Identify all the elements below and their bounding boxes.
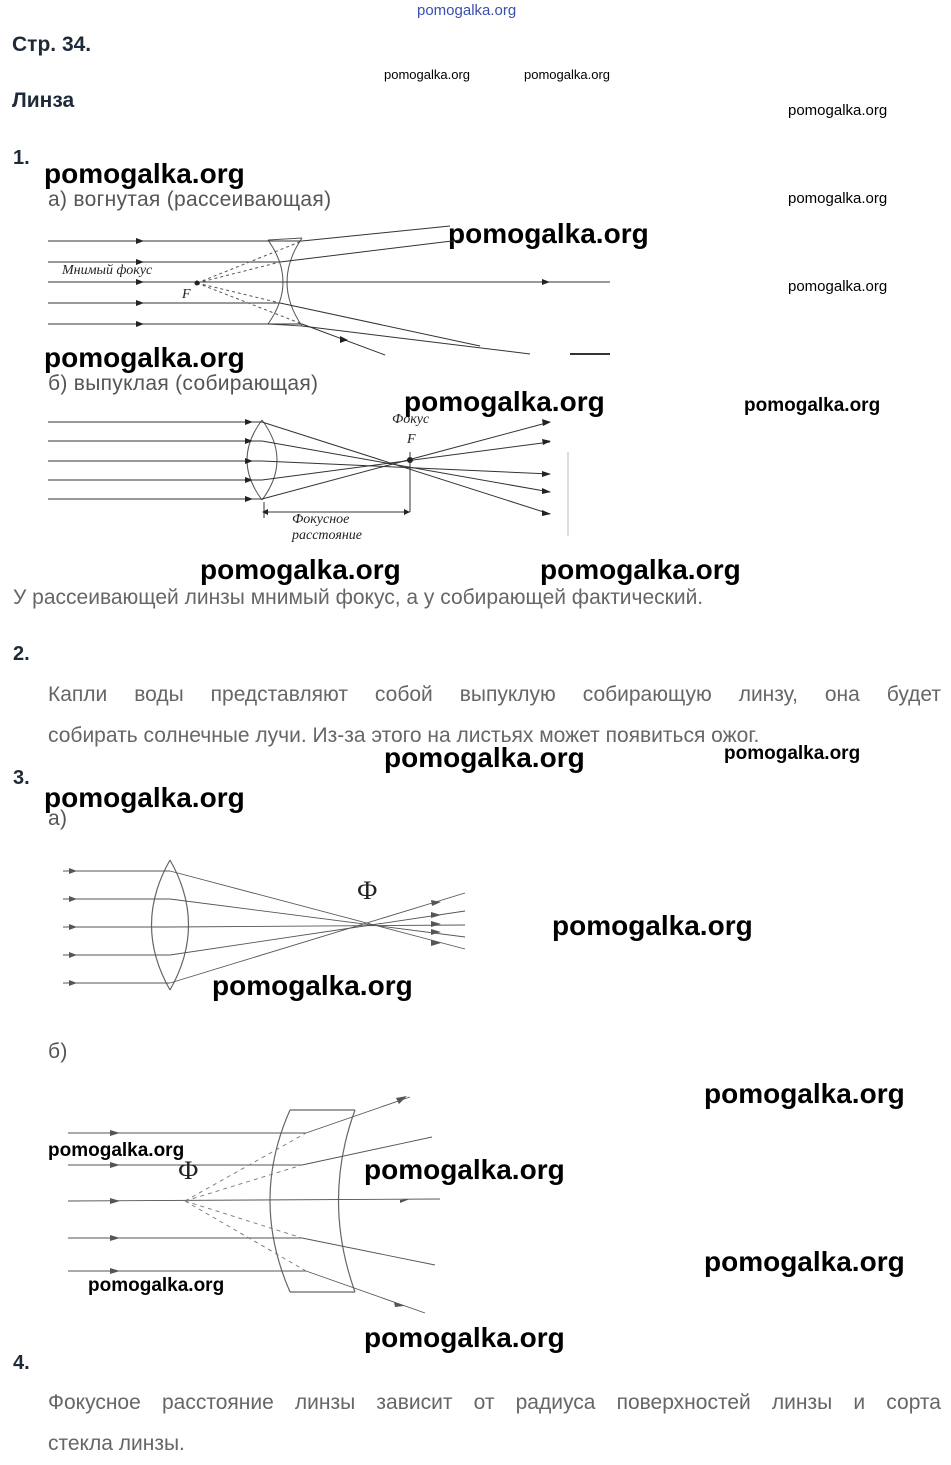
- watermark: pomogalka.org: [44, 782, 245, 813]
- task-number: 4.: [13, 1352, 30, 1374]
- focal-distance-label-2: расстояние: [292, 528, 363, 543]
- watermark: pomogalka.org: [364, 1154, 565, 1185]
- section-title: Линза: [12, 89, 75, 112]
- watermark: pomogalka.org: [788, 278, 888, 295]
- watermark: pomogalka.org: [364, 1322, 565, 1353]
- watermark: pomogalka.org: [744, 395, 881, 416]
- figure-converging-lens: [40, 408, 580, 548]
- watermark: pomogalka.org: [404, 386, 605, 417]
- watermark: pomogalka.org: [44, 158, 245, 189]
- task1-conclusion: У рассеивающей линзы мнимый фокус, а у собирающей фактический.: [13, 586, 704, 609]
- watermark: pomogalka.org: [540, 554, 741, 585]
- focus-symbol: Ф: [178, 1156, 199, 1185]
- focus-letter: F: [182, 287, 191, 302]
- watermark: pomogalka.org: [788, 190, 888, 207]
- watermark: pomogalka.org: [448, 218, 649, 249]
- focus-letter: F: [407, 432, 416, 447]
- task3-part-b-label: б): [48, 1040, 68, 1063]
- focal-distance-label-1: Фокусное: [292, 512, 350, 527]
- watermark: pomogalka.org: [212, 970, 413, 1001]
- watermark: pomogalka.org: [788, 102, 888, 119]
- watermark: pomogalka.org: [44, 342, 245, 373]
- watermark: pomogalka.org: [724, 743, 861, 764]
- watermark: pomogalka.org: [524, 67, 610, 82]
- task2-line-1: Капли воды представляют собой выпуклую собирающую линзу, она будет: [48, 683, 941, 706]
- focus-symbol: Ф: [357, 876, 378, 905]
- task4-line-2: стекла линзы.: [48, 1432, 185, 1455]
- figure-diverging-lens: [40, 218, 620, 360]
- task2-line-2: собирать солнечные лучи. Из-за этого на листьях может появиться ожог.: [48, 724, 760, 747]
- watermark: pomogalka.org: [552, 910, 753, 941]
- focus-label: Фокус: [392, 412, 430, 427]
- watermark: pomogalka.org: [384, 67, 470, 82]
- watermark: pomogalka.org: [88, 1275, 225, 1296]
- page-label: Стр. 34.: [12, 33, 92, 56]
- task-number: 1.: [13, 147, 30, 169]
- task-number: 3.: [13, 767, 30, 789]
- task3-part-a-label: а): [48, 807, 68, 830]
- watermark: pomogalka.org: [704, 1246, 905, 1277]
- task1-part-a-label: а) вогнутая (рассеивающая): [48, 188, 332, 211]
- watermark: pomogalka.org: [384, 742, 585, 773]
- task-number: 2.: [13, 643, 30, 665]
- watermark: pomogalka.org: [200, 554, 401, 585]
- watermark: pomogalka.org: [704, 1078, 905, 1109]
- watermark-top: pomogalka.org: [417, 2, 517, 19]
- virtual-focus-label: Мнимый фокус: [62, 263, 153, 278]
- task1-part-b-label: б) выпуклая (собирающая): [48, 372, 319, 395]
- task4-line-1: Фокусное расстояние линзы зависит от радиуса поверхностей линзы и сорта: [48, 1391, 941, 1414]
- watermark: pomogalka.org: [48, 1140, 185, 1161]
